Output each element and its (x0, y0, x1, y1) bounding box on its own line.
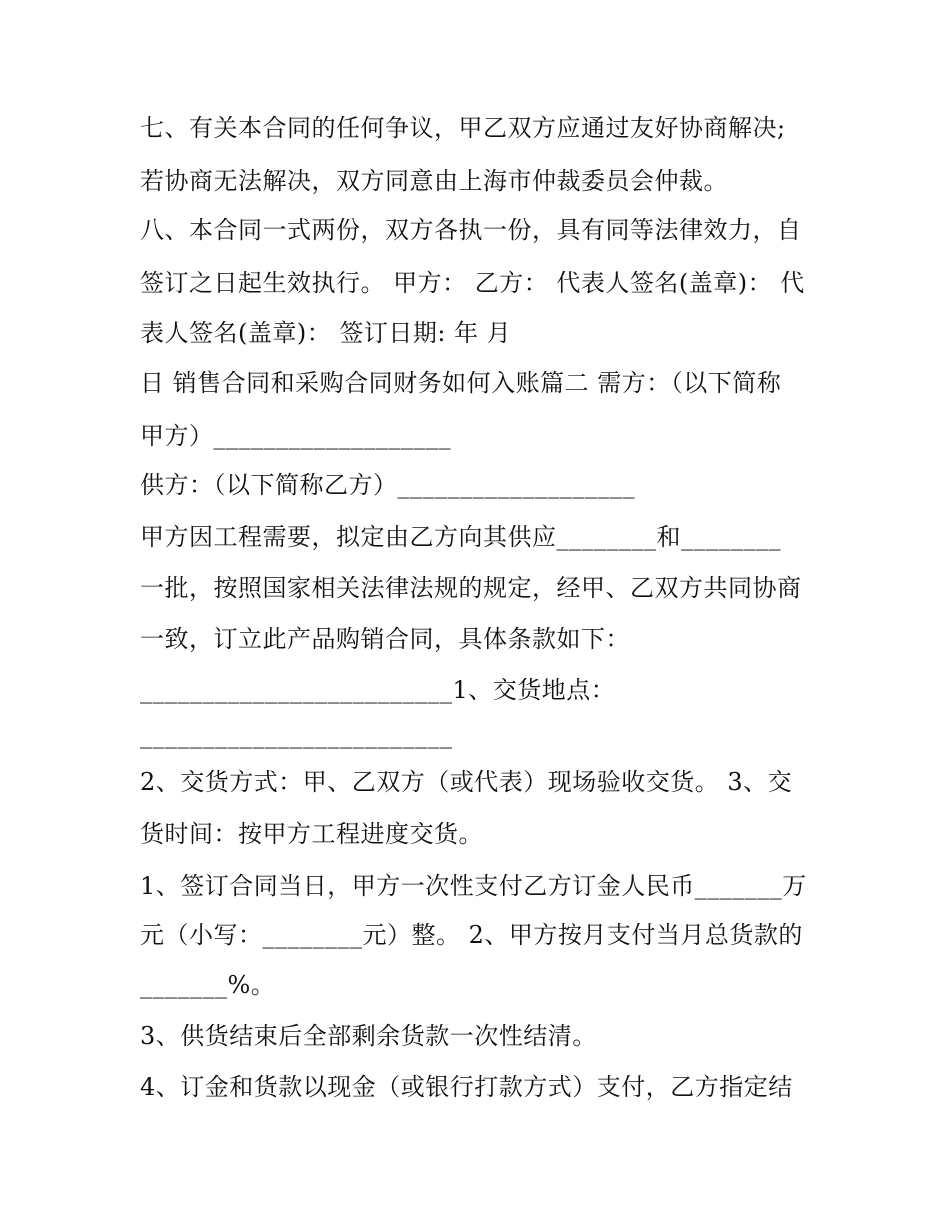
text-line: 日 销售合同和采购合同财务如何入账篇二 需方：（以下简称 (140, 369, 782, 397)
text-line: 一致，订立此产品购销合同，具体条款如下： (140, 625, 630, 653)
text-line: 八、本合同一式两份，双方各执一份，具有同等法律效力，自 (140, 216, 802, 244)
text-line: 若协商无法解决，双方同意由上海市仲裁委员会仲裁。 (140, 167, 728, 195)
text-line: _________________________ (140, 721, 453, 749)
text-line: _________________________1、交货地点： (140, 676, 616, 704)
text-line: 七、有关本合同的任何争议，甲乙双方应通过友好协商解决; (140, 114, 786, 142)
text-line: 4、订金和货款以现金（或银行打款方式）支付，乙方指定结 (140, 1073, 793, 1101)
text-line: 甲方因工程需要，拟定由乙方向其供应________和________ (140, 523, 781, 551)
text-line: _______%。 (140, 971, 276, 999)
text-line: 货时间：按甲方工程进度交货。 (140, 820, 483, 848)
text-line: 2、交货方式：甲、乙双方（或代表）现场验收交货。 3、交 (140, 768, 793, 796)
text-line: 一批，按照国家相关法律法规的规定，经甲、乙双方共同协商 (140, 574, 802, 602)
text-line: 元（小写：________元）整。 2、甲方按月支付当月总货款的 (140, 921, 803, 949)
text-line: 甲方）___________________ (140, 422, 451, 450)
text-line: 供方：（以下简称乙方）___________________ (140, 471, 635, 499)
text-line: 表人签名(盖章)： 签订日期: 年 月 (140, 319, 512, 347)
text-line: 1、签订合同当日，甲方一次性支付乙方订金人民币_______万 (140, 872, 807, 900)
text-line: 3、供货结束后全部剩余货款一次性结清。 (140, 1022, 597, 1050)
text-line: 签订之日起生效执行。 甲方： 乙方： 代表人签名(盖章)： 代 (140, 269, 805, 297)
